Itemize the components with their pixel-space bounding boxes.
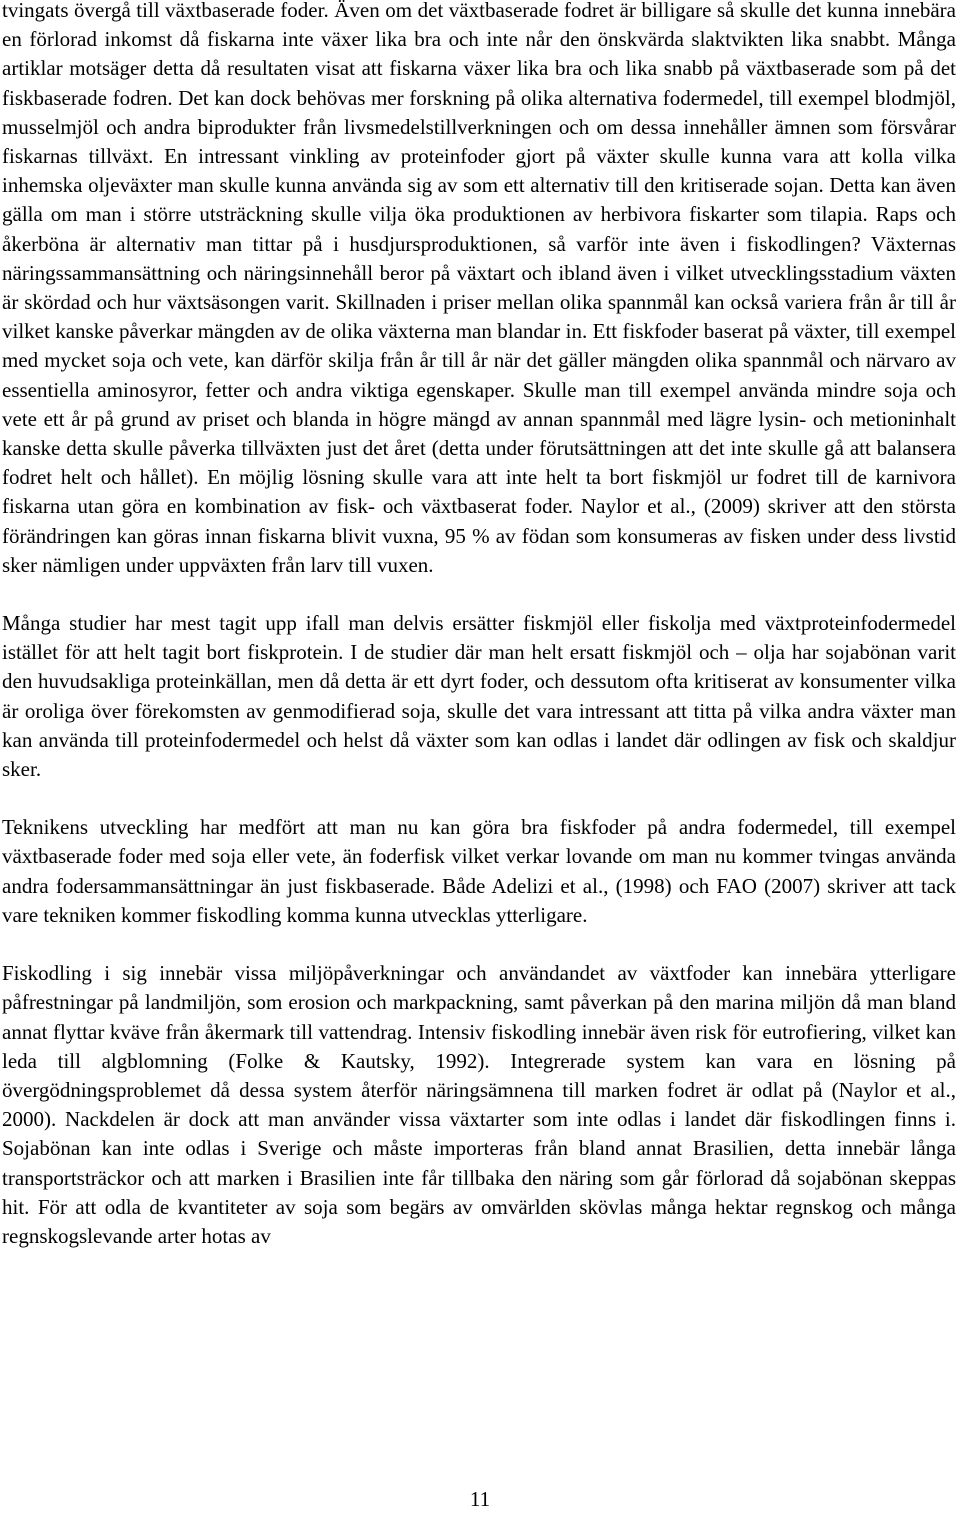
paragraph-2: Många studier har mest tagit upp ifall man delvis ersätter fiskmjöl eller fiskolja med växtproteinfodermedel istället för att helt tagit bort fiskprotein. I de studier där man helt ersatt fiskmjöl och – olja har sojabönan varit den huvudsakliga proteinkällan, men då detta är ett dyrt foder, och dessutom ofta kritiserat av konsumenter vilka är oroliga över förekomsten av genmodifierad soja, skulle det vara intressant att titta på vilka andra växter man kan använda till proteinfodermedel och helst då växter som kan odlas i landet där odlingen av fisk och skaldjur sker.: [2, 611, 956, 782]
paragraph-spacer: [2, 784, 956, 813]
paragraph-spacer: [2, 580, 956, 609]
body-text: [2, 0, 956, 1251]
page-number: 11: [469, 1487, 491, 1511]
paragraph-3: Teknikens utveckling har medfört att man nu kan göra bra fiskfoder på andra fodermedel, till exempel växtbaserade foder med soja eller vete, än foderfisk vilket verkar lovande om man nu kommer tvingas använda andra fodersammansättningar än just fiskbaserade. Både Adelizi et al., (1998) och FAO (2007) skriver att tack vare tekniken kommer fiskodling komma kunna utvecklas ytterligare.: [2, 815, 956, 927]
paragraph-1: tvingats övergå till växtbaserade foder. Även om det växtbaserade fodret är billigare så skulle det kunna innebära en förlorad inkomst då fiskarna inte växer lika bra och inte når den önskvärda slaktvikten lika snabbt. Många artiklar motsäger detta då resultaten visat att fiskarna växer lika bra och lika snabb på växtbaserade som på det fiskbaserade fodren. Det kan dock behövas mer forskning på olika alternativa fodermedel, till exempel blodmjöl, musselmjöl och andra biprodukter från livsmedelstillverkningen och om dessa innehåller ämnen som försvårar fiskarnas tillväxt. En intressant vinkling av proteinfoder gjort på växter skulle kunna vara att kolla vilka inhemska oljeväxter man skulle kunna använda sig av som ett alternativ till den kritiserade sojan. Detta kan även gälla om man i större utsträckning skulle vilja öka produktionen av herbivora fiskarter som tilapia. Raps och åkerböna är alternativ man tittar på i husdjursproduktionen, så varför inte även i fiskodlingen? Växternas näringssammansättning och näringsinnehåll beror på växtart och ibland även i vilket utvecklingsstadium växten är skördad och hur växtsäsongen varit. Skillnaden i priser mellan olika spannmål kan också variera från år till år vilket kanske påverkar mängden av de olika växterna man blandar in. Ett fiskfoder baserat på växter, till exempel med mycket soja och vete, kan därför skilja från år till år när det gäller mängden olika spannmål och närvaro av essentiella aminosyror, fetter och andra viktiga egenskaper. Skulle man till exempel använda mindre soja och vete ett år på grund av priset och blanda in högre mängd av annan spannmål med lägre lysin- och metioninhalt kanske detta skulle påverka tillväxten just det året (detta under förutsättningen att det inte skulle gå att balansera fodret helt och hållet). En möjlig lösning skulle vara att inte helt ta bort fiskmjöl ur fodret till de karnivora fiskarna utan göra en kombination av fisk- och växtbaserat foder. Naylor et al., (2009) skriver att den största förändringen kan göras innan fiskarna blivit vuxna, 95 % av födan som konsumeras av fisken under dess livstid sker nämligen under uppväxten från larv till vuxen.: [2, 0, 956, 577]
paragraph-spacer: [2, 930, 956, 959]
paragraph-4: Fiskodling i sig innebär vissa miljöpåverkningar och användandet av växtfoder kan innebära ytterligare påfrestningar på landmiljön, som erosion och markpackning, samt påverkan på den marina miljön då man bland annat flyttar kväve från åkermark till vattendrag. Intensiv fiskodling innebär även risk för eutrofiering, vilket kan leda till algblomning (Folke & Kautsky, 1992). Integrerade system kan vara en lösning på övergödningsproblemet då dessa system återför näringsämnena till marken fodret är odlat på (Naylor et al., 2000). Nackdelen är dock att man använder vissa växtarter som inte odlas i landet där fiskodlingen finns i. Sojabönan kan inte odlas i Sverige och måste importeras från bland annat Brasilien, detta innebär långa transportsträckor och att marken i Brasilien inte får tillbaka den näring som går förlorad då sojabönan skeppas hit. För att odla de kvantiteter av soja som begärs av omvärlden skövlas många hektar regnskog och många regnskogslevande arter hotas av: [2, 961, 956, 1248]
